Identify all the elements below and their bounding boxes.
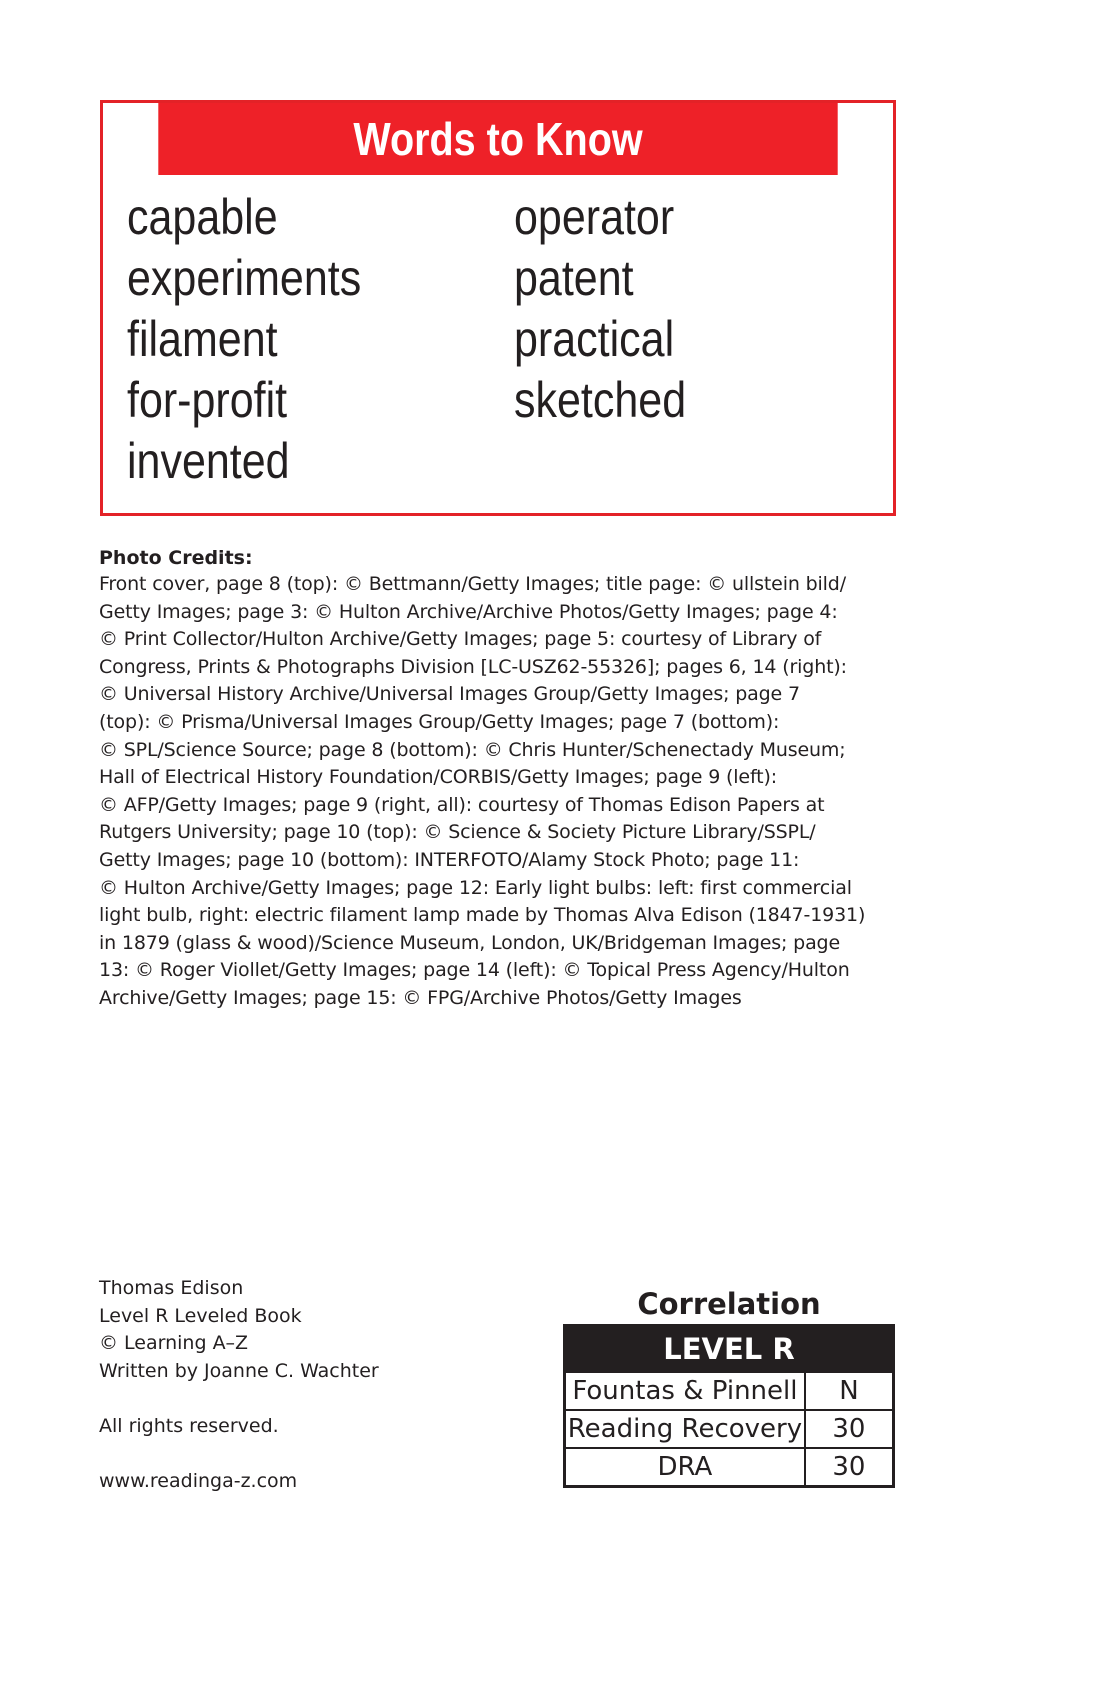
table-row bbox=[565, 1448, 894, 1487]
correlation-title: Correlation bbox=[637, 1287, 821, 1321]
photo-credits bbox=[99, 545, 899, 1013]
word-column-left bbox=[127, 187, 399, 492]
photo-credits-text: Front cover, page 8 (top): © Bettmann/Getty Images; title page: © ullstein bild/ Getty Images; page 3: © Hulton Archive/Archive Photos/Getty Images; page 4: © Print Collector/Hulton Archive/Getty Images; page 5: courtesy of Library of Congress, Prints & Photographs Division [LC-USZ62-55326]; pages 6, 14 (right): © Universal History Archive/Universal Images Group/Getty Images; page 7 (top): © Prisma/Universal Images Group/Getty Images; page 7 (bottom): © SPL/Science Source; page 8 (bottom): © Chris Hunter/Schenectady Museum; Hall of Electrical History Foundation/CORBIS/Getty Images; page 9 (left): © AFP/Getty Images; page 9 (right, all): courtesy of Thomas Edison Papers at Rutgers University; page 10 (top): © Science & Society Picture Library/SSPL/ Getty Images; page 10 (bottom): INTERFOTO/Alamy Stock Photo; page 11: © Hulton Archive/Getty Images; page 12: Early light bulbs: left: first commercial light bulb, right: electric filament lamp made by Thomas Alva Edison (1847-1931) in 1879 (glass & wood)/Science Museum, London, UK/Bridgeman Images; page 13: © Roger Viollet/Getty Images; page 14 (left): © Topical Press Agency/Hulton Archive/Getty Images; page 15: © FPG/Archive Photos/Getty Images bbox=[99, 573, 866, 1009]
word-item: filament bbox=[127, 311, 278, 367]
book-info bbox=[99, 1275, 519, 1495]
word-item: invented bbox=[127, 433, 290, 489]
word-item: practical bbox=[514, 311, 675, 367]
level-header: LEVEL R bbox=[565, 1326, 894, 1373]
word-item: experiments bbox=[127, 250, 362, 306]
word-item: operator bbox=[514, 189, 675, 245]
spacer bbox=[99, 1440, 519, 1468]
words-to-know-box bbox=[100, 100, 896, 516]
book-copyright: © Learning A–Z bbox=[99, 1332, 249, 1354]
spacer bbox=[99, 1385, 519, 1413]
system-value-cell: 30 bbox=[805, 1410, 894, 1448]
word-item: capable bbox=[127, 189, 278, 245]
book-title: Thomas Edison bbox=[99, 1277, 244, 1299]
system-value-cell: N bbox=[805, 1372, 894, 1410]
correlation-table bbox=[563, 1324, 895, 1488]
words-to-know-list bbox=[103, 175, 893, 513]
correlation-section bbox=[563, 1286, 895, 1488]
table-row bbox=[565, 1372, 894, 1410]
book-level: Level R Leveled Book bbox=[99, 1304, 302, 1327]
words-to-know-title: Words to Know bbox=[158, 103, 837, 175]
system-name-cell: DRA bbox=[565, 1448, 805, 1487]
rights-statement: All rights reserved. bbox=[99, 1414, 279, 1437]
system-value-cell: 30 bbox=[805, 1448, 894, 1487]
word-item: for-profit bbox=[127, 372, 288, 428]
table-row bbox=[565, 1410, 894, 1448]
word-column-right bbox=[514, 187, 714, 431]
book-author: Written by Joanne C. Wachter bbox=[99, 1359, 379, 1382]
system-name-cell: Fountas & Pinnell bbox=[565, 1372, 805, 1410]
word-item: patent bbox=[514, 250, 634, 306]
website-link[interactable]: www.readinga-z.com bbox=[99, 1469, 298, 1492]
system-name-cell: Reading Recovery bbox=[565, 1410, 805, 1448]
word-item: sketched bbox=[514, 372, 687, 428]
photo-credits-heading: Photo Credits: bbox=[99, 547, 253, 569]
